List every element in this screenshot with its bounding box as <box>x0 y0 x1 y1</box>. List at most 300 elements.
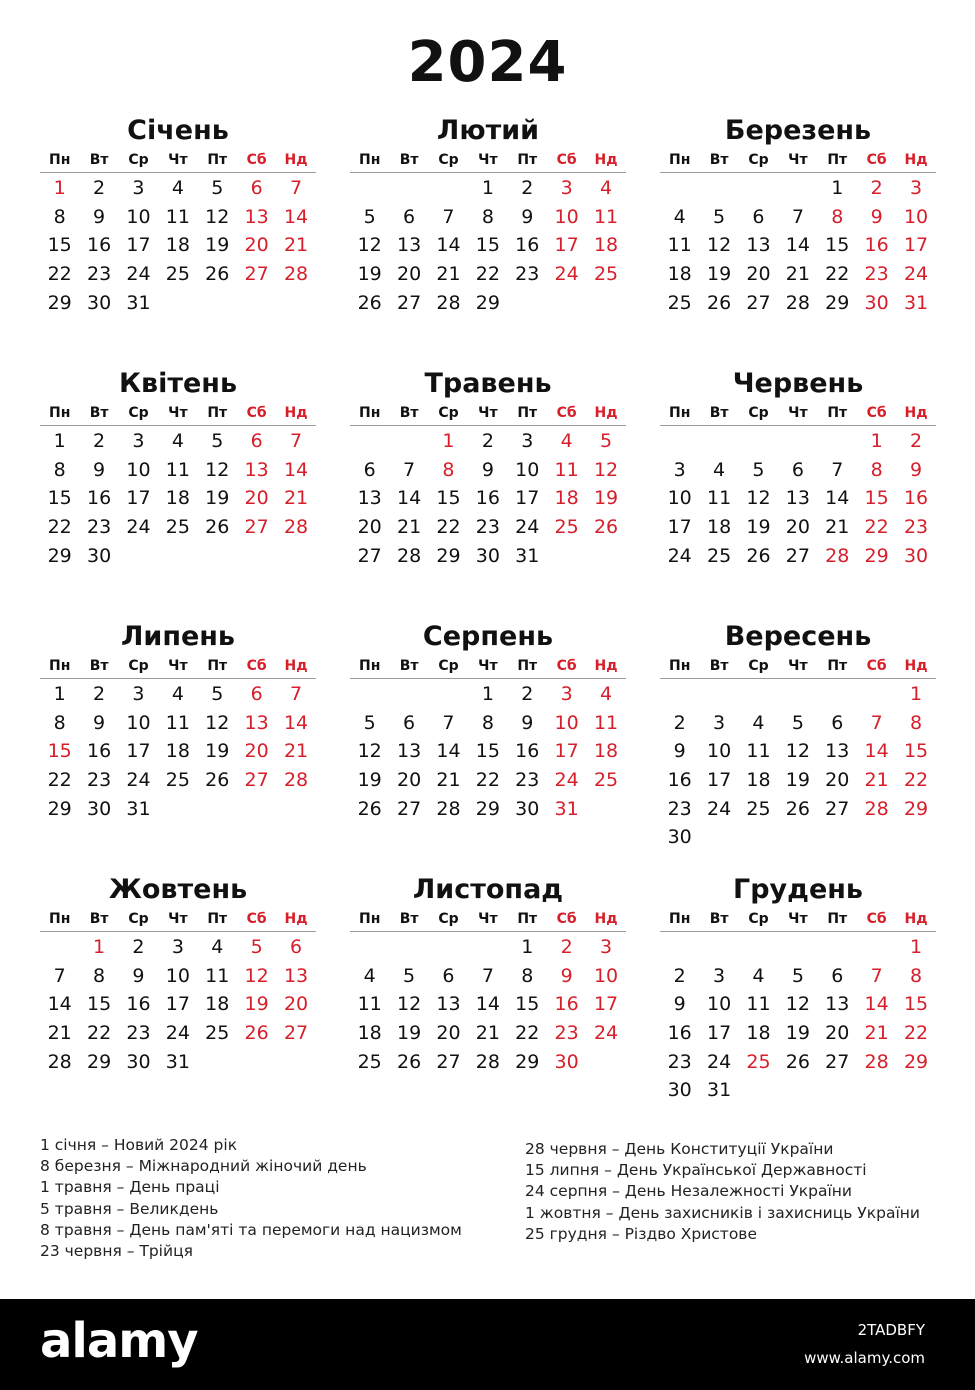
day-cell: 19 <box>396 1022 422 1045</box>
holiday-item: 1 травня – День праці <box>40 1178 220 1197</box>
day-cell: 9 <box>93 205 106 228</box>
weekday-label: Пт <box>207 658 228 674</box>
day-cell: 18 <box>593 234 619 257</box>
day-cell: 27 <box>396 291 422 314</box>
day-cell: 9 <box>870 205 883 228</box>
day-cell: 10 <box>554 711 579 734</box>
day-cell: 7 <box>403 458 416 481</box>
day-cell: 24 <box>706 1050 732 1073</box>
day-cell: 24 <box>903 263 929 286</box>
day-cell: 31 <box>706 1079 732 1102</box>
week-row <box>40 1019 316 1048</box>
day-cell: 17 <box>126 487 151 510</box>
week-row <box>40 990 316 1019</box>
weekday-label: Чт <box>478 405 498 421</box>
holiday-item: 25 грудня – Різдво Христове <box>525 1224 757 1243</box>
weekday-label: Пт <box>827 152 848 168</box>
week-row <box>660 1076 936 1105</box>
day-cell: 14 <box>864 740 889 763</box>
day-cell: 18 <box>706 516 732 539</box>
day-cell: 9 <box>93 458 106 481</box>
day-cell: 10 <box>515 458 540 481</box>
weekday-label: Пн <box>49 911 71 927</box>
holiday-item: 23 червня – Трійця <box>40 1242 193 1261</box>
weekday-label: Сб <box>866 405 887 421</box>
month-block <box>660 620 936 852</box>
weekday-header <box>350 401 626 426</box>
holiday-item: 1 жовтня – День захисників і захисниць України <box>525 1203 920 1222</box>
day-cell: 27 <box>825 797 850 820</box>
weekday-header <box>660 148 936 173</box>
week-row <box>660 1019 936 1048</box>
day-cell: 13 <box>244 205 269 228</box>
day-cell: 12 <box>357 234 382 257</box>
day-cell: 17 <box>126 234 151 257</box>
day-cell: 3 <box>132 430 145 452</box>
weekday-label: Пн <box>359 911 381 927</box>
day-cell: 15 <box>475 234 500 257</box>
day-cell: 11 <box>165 458 190 481</box>
stock-url: www.alamy.com <box>804 1349 925 1367</box>
day-cell: 22 <box>903 1022 929 1045</box>
day-cell: 2 <box>673 964 686 987</box>
weekday-label: Пн <box>49 152 71 168</box>
week-row <box>350 766 626 795</box>
week-row <box>660 962 936 991</box>
day-cell: 2 <box>909 430 923 452</box>
weekday-header <box>660 907 936 932</box>
day-cell: 16 <box>126 993 151 1016</box>
weekday-label: Вт <box>709 152 729 168</box>
day-cell: 24 <box>593 1022 619 1045</box>
weekday-label: Пн <box>359 152 381 168</box>
day-cell: 28 <box>396 544 422 567</box>
weekday-label: Пт <box>207 405 228 421</box>
day-cell: 2 <box>93 683 106 705</box>
day-cell: 22 <box>86 1022 112 1045</box>
day-cell: 25 <box>205 1022 230 1045</box>
weekday-label: Ср <box>438 658 459 674</box>
month-name: Травень <box>424 368 552 399</box>
weekday-label: Ср <box>438 152 459 168</box>
month-name: Березень <box>724 115 872 146</box>
week-row <box>40 456 316 485</box>
day-cell: 25 <box>165 263 190 286</box>
day-cell: 23 <box>86 516 112 539</box>
day-cell: 30 <box>475 544 500 567</box>
day-cell: 11 <box>165 711 190 734</box>
day-cell: 16 <box>86 234 112 257</box>
stock-watermark-band <box>0 1299 975 1390</box>
day-cell: 4 <box>599 177 613 199</box>
day-cell: 11 <box>667 234 692 257</box>
weekday-label: Нд <box>904 405 928 421</box>
day-cell: 6 <box>791 458 804 481</box>
day-cell: 21 <box>436 263 461 286</box>
day-cell: 11 <box>165 205 190 228</box>
day-cell: 15 <box>903 993 929 1016</box>
weekday-label: Чт <box>168 911 188 927</box>
weekday-label: Вт <box>399 152 419 168</box>
holiday-item: 8 травня – День пам'яті та перемоги над нацизмом <box>40 1220 462 1239</box>
day-cell: 16 <box>667 1022 692 1045</box>
holiday-item: 28 червня – День Конституції України <box>525 1140 834 1158</box>
day-cell: 20 <box>244 740 269 763</box>
day-cell: 31 <box>903 291 929 314</box>
day-cell: 22 <box>903 769 929 792</box>
day-cell: 9 <box>673 740 686 763</box>
day-cell: 7 <box>442 205 455 228</box>
day-cell: 13 <box>825 740 850 763</box>
month-block <box>350 367 626 570</box>
day-cell: 29 <box>436 544 461 567</box>
day-cell: 24 <box>126 263 151 286</box>
weekday-header <box>40 401 316 426</box>
day-cell: 10 <box>126 205 151 228</box>
weekday-label: Ср <box>748 658 769 674</box>
weekday-label: Вт <box>709 911 729 927</box>
day-cell: 26 <box>357 797 382 820</box>
day-cell: 22 <box>515 1022 540 1045</box>
day-cell: 16 <box>475 487 500 510</box>
week-row <box>350 1019 626 1048</box>
day-cell: 4 <box>673 205 686 228</box>
holiday-item: 1 січня – Новий 2024 рік <box>40 1136 238 1154</box>
day-cell: 6 <box>442 964 455 987</box>
day-cell: 1 <box>909 683 923 705</box>
day-cell: 21 <box>785 263 810 286</box>
day-cell: 20 <box>785 516 810 539</box>
day-cell: 6 <box>831 964 844 987</box>
month-block <box>40 620 316 823</box>
day-cell: 1 <box>870 430 883 452</box>
day-cell: 24 <box>165 1022 190 1045</box>
week-row <box>660 289 936 318</box>
day-cell: 25 <box>593 769 619 792</box>
day-cell: 16 <box>86 740 112 763</box>
day-cell: 12 <box>706 234 732 257</box>
weekday-header <box>350 654 626 679</box>
week-row <box>660 260 936 289</box>
weekday-label: Чт <box>168 405 188 421</box>
weekday-label: Вт <box>89 405 109 421</box>
day-cell: 8 <box>481 711 494 734</box>
day-cell: 14 <box>785 234 810 257</box>
day-cell: 2 <box>93 430 106 452</box>
day-cell: 9 <box>521 711 534 734</box>
month-name: Листопад <box>412 874 564 905</box>
day-cell: 27 <box>357 544 382 567</box>
day-cell: 28 <box>283 769 309 792</box>
weekday-label: Пн <box>669 658 691 674</box>
week-row <box>660 513 936 542</box>
day-cell: 27 <box>283 1022 309 1045</box>
day-cell: 19 <box>746 516 771 539</box>
year-title: 2024 <box>407 30 568 95</box>
day-cell: 16 <box>554 993 579 1016</box>
day-cell: 19 <box>593 487 619 510</box>
week-row <box>40 766 316 795</box>
day-cell: 7 <box>791 205 804 228</box>
day-cell: 3 <box>560 177 573 199</box>
weekday-header <box>350 148 626 173</box>
week-row <box>40 1048 316 1077</box>
day-cell: 17 <box>554 740 579 763</box>
day-cell: 25 <box>165 516 190 539</box>
day-cell: 28 <box>785 291 810 314</box>
weekday-label: Пт <box>207 911 228 927</box>
day-cell: 13 <box>436 993 461 1016</box>
week-row <box>40 542 316 571</box>
day-cell: 30 <box>667 1079 692 1102</box>
day-cell: 28 <box>436 291 461 314</box>
weekday-label: Нд <box>904 658 928 674</box>
day-cell: 2 <box>521 683 534 705</box>
month-name: Квітень <box>118 368 238 399</box>
day-cell: 15 <box>864 487 889 510</box>
weekday-header <box>350 907 626 932</box>
day-cell: 26 <box>205 263 230 286</box>
day-cell: 15 <box>515 993 540 1016</box>
day-cell: 28 <box>825 544 850 567</box>
weekday-label: Ср <box>128 658 149 674</box>
day-cell: 12 <box>396 993 422 1016</box>
weekday-label: Нд <box>594 405 618 421</box>
day-cell: 15 <box>475 740 500 763</box>
week-row <box>350 260 626 289</box>
day-cell: 17 <box>706 1022 732 1045</box>
day-cell: 22 <box>475 263 500 286</box>
day-cell: 19 <box>706 263 732 286</box>
day-cell: 31 <box>126 291 151 314</box>
day-cell: 26 <box>396 1050 422 1073</box>
holidays-list-right <box>525 1139 920 1245</box>
week-row <box>350 456 626 485</box>
day-cell: 18 <box>165 487 190 510</box>
day-cell: 30 <box>554 1050 579 1073</box>
month-block <box>40 367 316 570</box>
day-cell: 30 <box>86 291 112 314</box>
day-cell: 3 <box>171 936 184 958</box>
weekday-label: Ср <box>748 405 769 421</box>
week-row <box>350 289 626 318</box>
day-cell: 18 <box>165 234 190 257</box>
week-row <box>350 203 626 232</box>
day-cell: 9 <box>909 458 923 481</box>
day-cell: 12 <box>357 740 382 763</box>
day-cell: 8 <box>53 205 66 228</box>
week-row <box>350 427 626 456</box>
day-cell: 8 <box>521 964 534 987</box>
month-block <box>40 114 316 317</box>
day-cell: 10 <box>706 740 732 763</box>
day-cell: 18 <box>667 263 692 286</box>
day-cell: 13 <box>825 993 850 1016</box>
weekday-label: Пт <box>517 405 538 421</box>
week-row <box>40 962 316 991</box>
weekday-label: Ср <box>438 911 459 927</box>
day-cell: 16 <box>864 234 889 257</box>
day-cell: 3 <box>673 458 686 481</box>
holiday-item: 24 серпня – День Незалежності України <box>525 1182 852 1201</box>
day-cell: 6 <box>250 430 263 452</box>
day-cell: 28 <box>436 797 461 820</box>
day-cell: 1 <box>442 430 455 452</box>
day-cell: 19 <box>785 1022 810 1045</box>
weekday-label: Сб <box>246 405 267 421</box>
day-cell: 8 <box>481 205 494 228</box>
weekday-label: Пт <box>517 152 538 168</box>
weekday-label: Пн <box>359 658 381 674</box>
weekday-label: Пт <box>517 658 538 674</box>
weekday-label: Ср <box>438 405 459 421</box>
week-row <box>40 427 316 456</box>
day-cell: 22 <box>436 516 461 539</box>
day-cell: 27 <box>746 291 771 314</box>
day-cell: 4 <box>752 711 765 734</box>
weekday-label: Ср <box>748 152 769 168</box>
weekday-label: Ср <box>748 911 769 927</box>
weekday-label: Чт <box>168 658 188 674</box>
day-cell: 1 <box>831 177 844 199</box>
day-cell: 12 <box>746 487 771 510</box>
week-row <box>40 203 316 232</box>
day-cell: 1 <box>93 936 106 958</box>
holiday-item: 5 травня – Великдень <box>40 1199 219 1218</box>
month-block <box>350 620 626 823</box>
day-cell: 23 <box>667 797 692 820</box>
weekday-label: Пт <box>827 405 848 421</box>
day-cell: 29 <box>86 1050 112 1073</box>
week-row <box>40 231 316 260</box>
day-cell: 25 <box>706 544 732 567</box>
week-row <box>40 484 316 513</box>
day-cell: 6 <box>403 205 416 228</box>
weekday-label: Нд <box>594 152 618 168</box>
day-cell: 16 <box>515 740 540 763</box>
day-cell: 9 <box>560 964 573 987</box>
day-cell: 21 <box>436 769 461 792</box>
day-cell: 5 <box>211 683 224 705</box>
day-cell: 7 <box>870 964 883 987</box>
day-cell: 3 <box>521 430 534 452</box>
day-cell: 16 <box>667 769 692 792</box>
day-cell: 20 <box>746 263 771 286</box>
weekday-label: Чт <box>788 405 808 421</box>
week-row <box>660 427 936 456</box>
weekday-label: Вт <box>709 405 729 421</box>
weekday-label: Чт <box>478 152 498 168</box>
week-row <box>350 737 626 766</box>
day-cell: 2 <box>93 177 106 199</box>
weekday-label: Пн <box>669 911 691 927</box>
day-cell: 7 <box>442 711 455 734</box>
day-cell: 9 <box>521 205 534 228</box>
day-cell: 4 <box>171 177 184 199</box>
month-name: Вересень <box>724 621 872 652</box>
day-cell: 15 <box>903 740 929 763</box>
day-cell: 23 <box>864 263 889 286</box>
day-cell: 10 <box>554 205 579 228</box>
day-cell: 30 <box>86 544 112 567</box>
day-cell: 7 <box>289 683 303 705</box>
day-cell: 31 <box>515 544 540 567</box>
day-cell: 20 <box>825 769 850 792</box>
day-cell: 21 <box>283 234 309 257</box>
day-cell: 27 <box>785 544 810 567</box>
day-cell: 18 <box>357 1022 382 1045</box>
day-cell: 16 <box>903 487 929 510</box>
weekday-label: Нд <box>594 911 618 927</box>
day-cell: 23 <box>86 769 112 792</box>
week-row <box>350 231 626 260</box>
month-block <box>350 114 626 317</box>
day-cell: 4 <box>171 683 184 705</box>
day-cell: 26 <box>593 516 619 539</box>
day-cell: 28 <box>283 516 309 539</box>
weekday-label: Нд <box>284 405 308 421</box>
day-cell: 10 <box>165 964 190 987</box>
day-cell: 28 <box>864 1050 889 1073</box>
day-cell: 29 <box>515 1050 540 1073</box>
week-row <box>350 933 626 962</box>
day-cell: 1 <box>53 683 66 705</box>
day-cell: 13 <box>396 740 422 763</box>
day-cell: 2 <box>870 177 883 199</box>
week-row <box>660 737 936 766</box>
day-cell: 13 <box>357 487 382 510</box>
day-cell: 13 <box>283 964 309 987</box>
week-row <box>660 990 936 1019</box>
day-cell: 21 <box>475 1022 500 1045</box>
day-cell: 5 <box>791 964 804 987</box>
week-row <box>660 456 936 485</box>
day-cell: 30 <box>515 797 540 820</box>
day-cell: 29 <box>47 544 72 567</box>
day-cell: 5 <box>599 430 613 452</box>
day-cell: 8 <box>909 964 923 987</box>
day-cell: 23 <box>86 263 112 286</box>
day-cell: 8 <box>53 458 66 481</box>
weekday-header <box>660 401 936 426</box>
day-cell: 14 <box>825 487 850 510</box>
day-cell: 4 <box>560 430 573 452</box>
day-cell: 13 <box>746 234 771 257</box>
day-cell: 16 <box>86 487 112 510</box>
day-cell: 12 <box>205 205 230 228</box>
month-block <box>660 873 936 1105</box>
day-cell: 26 <box>205 516 230 539</box>
day-cell: 15 <box>47 234 72 257</box>
day-cell: 5 <box>211 177 224 199</box>
day-cell: 8 <box>53 711 66 734</box>
day-cell: 24 <box>126 516 151 539</box>
day-cell: 13 <box>396 234 422 257</box>
day-cell: 29 <box>475 797 500 820</box>
day-cell: 2 <box>132 936 145 958</box>
month-name: Січень <box>127 115 229 146</box>
day-cell: 22 <box>825 263 850 286</box>
week-row <box>660 933 936 962</box>
week-row <box>350 1048 626 1077</box>
day-cell: 20 <box>244 234 269 257</box>
day-cell: 8 <box>442 458 455 481</box>
day-cell: 29 <box>903 1050 929 1073</box>
day-cell: 13 <box>244 458 269 481</box>
weekday-label: Сб <box>556 911 577 927</box>
month-block <box>40 873 316 1076</box>
day-cell: 23 <box>667 1050 692 1073</box>
